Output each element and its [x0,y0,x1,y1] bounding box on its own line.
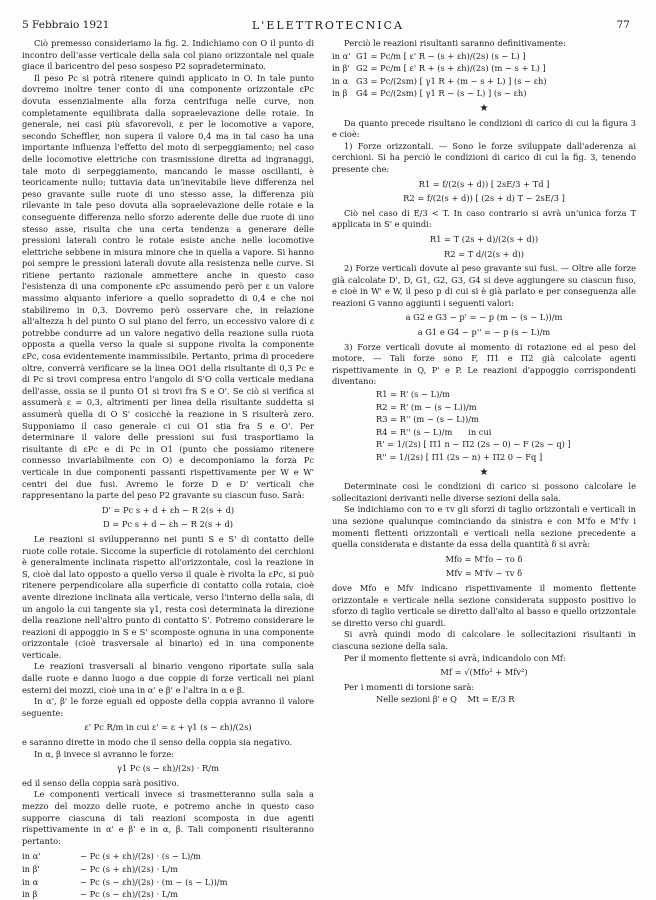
equation-D-prime: D' = Pc s + d + εh − R 2(s + d) [101,504,235,515]
paragraph: Le componenti verticali invece si trasmetteranno sulla sala a mezzo del mozzo delle ruote, e potremo anche in questo caso supporre ciascuna di tali reazioni scomposta in due agenti rispettivamente in α' e β' e in α, β. Tali componenti risulteranno pertanto: [22,789,314,846]
equation-Mfo: Mfo = M'fo − τo δ [445,553,523,564]
equation-D: D = Pc s + d − εh − R 2(s + d) [102,519,234,530]
paragraph: 2) Forze verticali dovute al peso gravante sui fusi. — Oltre alle forze già calcolate D', D, G1, G2, G3, G4 si deve aggiungere su ciascun fuso, e cioè in W' e W, il peso p di cui si è già parlato e per conseguenza alle reazioni G vanno aggiunti i seguenti valori: [332,263,636,308]
paragraph: Da quanto precede risultano le condizioni di carico di cui la figura 3 e cioè: [332,117,636,140]
support-reaction-row: R4 = R'' (s − L)/m in cui [376,426,492,437]
equation-R-double-prime: R'' = 1/(2s) [ Π1 (2s − n) + Π2 0 − Fq ] [376,452,543,462]
header-date: 5 Febbraio 1921 [22,19,110,31]
equation-horizontal-force: ε' Pc R/m in cui ε' = ε + γ1 (s − εh)/(2s) [84,722,252,733]
reaction-row: in β' G2 = Pc/m [ ε' R + (s + εh)/(2s) (m − s + L) ] [332,63,546,74]
star-separator-icon: ★ [479,102,489,114]
left-column [22,38,314,900]
paragraph: ed il senso della coppia sarà positivo. [22,777,179,788]
component-row: in α' − Pc (s + εh)/(2s) · (s − L)/m [22,851,201,862]
right-column [332,38,636,707]
paragraph: 1) Forze orizzontali. — Sono le forze sviluppate dall'aderenza ai cerchioni. Si ha perciò le condizioni di carico di cui la fig. 3, tenendo presente che: [332,140,636,174]
reaction-row: in α' G1 = Pc/m [ ε' R − (s + εh)/(2s) (s − L) ] [332,50,526,61]
paragraph: Determinate così le condizioni di carico si possono calcolare le sollecitazioni derivanti nelle diverse sezioni della sala. [332,481,636,503]
star-separator-icon: ★ [479,466,489,478]
header-page-number: 77 [616,19,630,31]
equation-gamma-force: γ1 Pc (s − εh)/(2s) · R/m [117,763,219,774]
paragraph: Si avrà quindi modo di calcolare le sollecitazioni risultanti in ciascuna sezione della sala. [332,629,636,651]
component-row: in β − Pc (s − εh)/(2s) · L/m [22,889,178,900]
equation-R2: R2 = f/(2(s + d)) [ (2s + d) T − 2sE/3 ] [403,193,565,204]
support-reaction-row: R2 = R' (m − (s − L))/m [376,401,477,412]
equation-R2-single: R2 = T d/(2(s + d)) [443,248,525,259]
paragraph: Le reazioni si svilupperanno nei punti S e S' di contatto delle ruote colle rotaie. Siccome la superficie di rotolamento dei cerchioni è generalmente inclinata rispetto all'orizzontale, così la reazione in S, cioè dal lato opposto a quello verso il quale è rivolta la εPc, si può ritenere perpendicolare alla superficie di contatto colla rotaia, cioè avente direzione inclinata alla verticale, verso l'interno della sala, di un angolo la cui tangente sia γ1, resta così determinata la direzione della reazione nell'altro punto di contatto S'. Potremo considerare le reazioni di appoggio in S e S' scomposte ognuna in una componente orizzontale (cioè trasversale al binario) ed in una componente verticale. [22,533,314,660]
paragraph: Per il momento flettente si avrà, indicandolo con Mf: [344,652,566,663]
paragraph: Le reazioni trasversali al binario vengono riportate sulla sala dalle ruote e danno luogo a due coppie di forze verticali nei piani esterni dei mozzi, cioè una in α' e β' e l'altra in α e β. [22,661,314,695]
in-cui-label: in cui [468,426,492,437]
component-row: in β' − Pc (s + εh)/(2s) · L/m [22,863,178,874]
paragraph: dove Mfo e Mfv indicano rispettivamente il momento flettente orizzontale e verticale nella sezione considerata supposto positivo lo sforzo di taglio verticale se diretto dall'alto al basso e quello orizzontale se diretto verso chi guardi. [332,582,636,628]
paragraph: Il peso Pc si potrà ritenere quindi applicato in O. In tale punto dovremo inoltre tener conto di una componente orizzontale εPc dovuta essenzialmente alla forza centrifuga nelle curve, non completamente equilibrata dalla sopraelevazione delle rotaie. In generale, nei casi più sfavorevoli, ε per le locomotive a vapore, secondo Scheffler, non supera il valore 0,4 ma in tal caso ha una importante influenza l'effetto del moto di serpeggiamento; nel caso delle locomotive elettriche con trasmissione diretta ad ingranaggi, tale moto di serpeggiamento, mancando le masse oscillanti, è teoricamente nullo; tuttavia data un'inevitabile lieve differenza nel peso gravante sulle ruote di uno stesso asse, la differenza più rilevante in tale peso dovuta alla sopraelevazione delle rotaie e la conseguente differenza nello sforzo aderente delle due ruote di uno stesso asse, risulta che una certa tendenza a generare delle pressioni laterali contro le rotaie esiste anche nelle locomotive elettriche sebbene in misura minore che in quella a vapore. Si hanno poi sempre le pressioni laterali dovute alla resistenza nelle curve. Si ritiene pertanto razionale ammettere anche in questo caso l'esistenza di una componente εPc assumendo però per ε un valore massimo alquanto inferiore a quello sopradetto di 0,4 e che noi stabiliremo in 0,3. Dovremo però osservare che, in relazione all'altezza h del punto O sul piano del ferro, un eccessivo valore di ε potrebbe condurre ad un valore negativo della reazione sulla ruota opposta a quella verso la quale si suppone rivolta la componente εPc, cosa evidentemente inammissibile. Pertanto, prima di procedere oltre, converrà verificare se la linea OO1 della risultante di 0,3 Pc e di Pc si trovi compresa entro l'angolo di S'O colla verticale mediana dell'asse, ossia se il punto O1 si trovi fra S e O'. Se ciò si verifica si assumerà ε = 0,3, altrimenti per linea della risultante suddetta si assumerà quella di O S' cosicchè la reazione in S risulterà zero. Supponiamo il caso generale ci cui O1 stia fra S e O'. Per determinare il valore delle pressioni sui fusi trasportiamo la risultante di εPc e di Pc in O1 (punto che possiamo ritenere connesso invariabilmente con O) e decomponiamo la forza Pc verticale in due componenti passanti rispettivamente per W e W' centri dei due fusi. Avremo le forze D e D' verticali che rappresentano la parte del peso P2 gravante su ciascun fuso. Sarà: [22,72,314,501]
paragraph: In α, β invece si avranno le forze: [34,748,175,759]
paragraph: Per i momenti di torsione sarà: [344,681,475,692]
paragraph: In α', β' le forze eguali ed opposte della coppia avranno il valore seguente: [22,696,314,718]
support-reaction-row: R1 = R' (s − L)/m [376,389,451,400]
paragraph: Ciò nel caso di E/3 < T. In caso contrario si avrà un'unica forza T applicata in S' e quindi: [332,207,636,230]
paragraph: Ciò premesso consideriamo la fig. 2. Indichiamo con O il punto di incontro dell'asse verticale della sala col piano orizzontale nel quale giace il baricentro del peso sospeso P2 sopradeterminato. [22,38,314,72]
paragraph: e saranno dirette in modo che il senso della coppia sia negativo. [22,737,293,748]
paragraph: 3) Forze verticali dovute al momento di rotazione ed al peso del motore. — Tali forze sono F, Π1 e Π2 già calcolate agenti rispettivamente in Q, P' e P. Le reazioni d'appoggio corrispondenti diventano: [332,341,636,387]
support-reaction-row: R3 = R'' (m − (s − L))/m [376,414,479,425]
equation-p-double-prime: a G1 e G4 − p'' = − p (s − L)/m [417,327,551,338]
equation-Mf: Mf = √(Mfo² + Mfv²) [440,667,528,678]
equation-Mfv: Mfv = M'fv − τv δ [445,568,523,579]
header-title: L'ELETTROTECNICA [252,19,404,32]
reaction-row: in α G3 = Pc/(2sm) [ γ1 R + (m − s + L) ] (s − εh) [332,75,547,86]
reaction-row: in β G4 = Pc/(2sm) [ γ1 R − (s − L) ] (s − εh) [332,88,527,99]
paragraph: Perciò le reazioni risultanti saranno definitivamente: [344,38,566,48]
equation-R-prime: R' = 1/(2s) [ Π1 n − Π2 (2s − 0) − F (2s − q) ] [376,439,571,450]
equation-R1-single: R1 = T (2s + d)/(2(s + d)) [429,233,539,244]
equation-R1: R1 = f/(2(s + d)) [ 2sE/3 + Td ] [418,178,550,189]
equation-Mt: Nelle sezioni β' e Q Mt = E/3 R [376,694,515,705]
component-row: in α − Pc (s − εh)/(2s) · (m − (s − L))/m [22,876,228,887]
equation-p-prime: a G2 e G3 − p' = − p (m − (s − L))/m [405,312,563,323]
paragraph: Se indichiamo con τo e τv gli sforzi di taglio orizzontali e verticali in una sezione qualunque cominciando da sinistra e con M'fo e M'fv i momenti flettenti orizzontali e verticali nella sezione precedente a quella considerata e distante da essa della quantità δ si avrà: [332,504,636,550]
